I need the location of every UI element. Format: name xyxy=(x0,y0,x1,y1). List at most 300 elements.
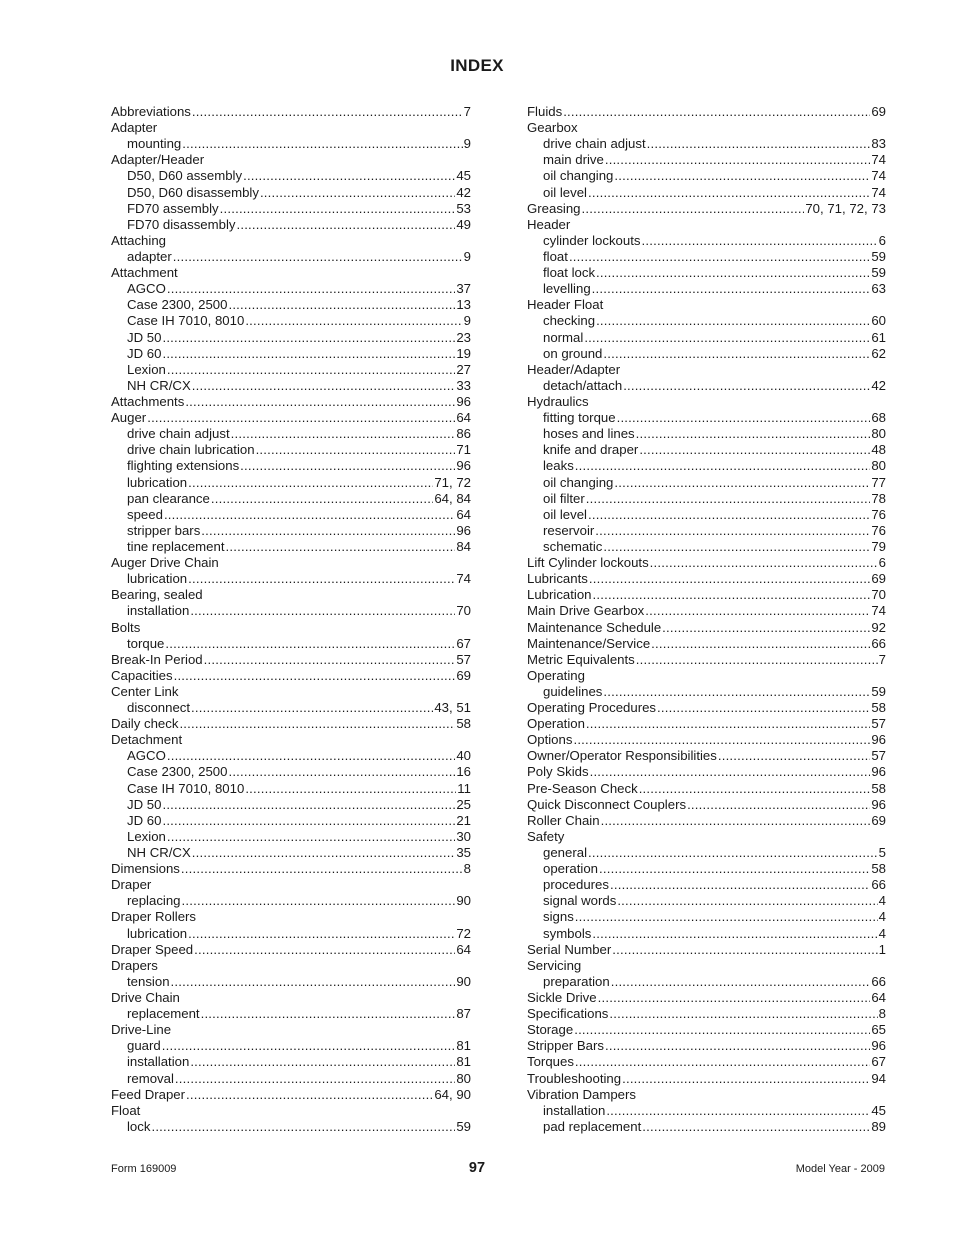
dot-leader xyxy=(610,877,870,893)
index-subentry xyxy=(527,168,886,184)
index-term: reservoir xyxy=(543,522,595,538)
index-entry xyxy=(527,813,886,829)
dot-leader xyxy=(171,974,456,990)
index-entry xyxy=(527,620,886,636)
index-heading: Center Link xyxy=(111,683,179,699)
dot-leader xyxy=(164,507,455,523)
index-page-ref: 66 xyxy=(871,973,886,989)
index-page-ref: 69 xyxy=(456,667,471,683)
index-subentry xyxy=(527,281,886,297)
index-page-ref: 4 xyxy=(878,893,886,909)
index-heading: Header xyxy=(527,216,571,232)
index-page-ref: 40 xyxy=(456,748,471,764)
index-entry xyxy=(111,394,471,410)
dot-leader xyxy=(603,539,870,555)
index-term: Auger xyxy=(111,410,147,426)
dot-leader xyxy=(636,426,871,442)
index-term: Metric Equivalents xyxy=(527,651,635,667)
dot-leader xyxy=(588,845,878,861)
index-page-ref: 49 xyxy=(456,216,471,232)
index-page-ref: 6 xyxy=(878,232,886,248)
dot-leader xyxy=(588,507,870,523)
index-entry xyxy=(527,217,886,233)
index-entry xyxy=(111,620,471,636)
index-term: Storage xyxy=(527,1022,574,1038)
index-term: AGCO xyxy=(127,281,166,297)
index-page-ref: 58 xyxy=(871,861,886,877)
index-entry xyxy=(527,1006,886,1022)
index-entry xyxy=(111,265,471,281)
index-term: signal words xyxy=(543,893,617,909)
dot-leader xyxy=(588,185,870,201)
index-page-ref: 83 xyxy=(871,136,886,152)
index-term: operation xyxy=(543,861,598,877)
index-term: Operation xyxy=(527,716,585,732)
index-subentry xyxy=(111,136,471,152)
index-term: fitting torque xyxy=(543,410,616,426)
index-page-ref: 21 xyxy=(456,812,471,828)
index-subentry xyxy=(111,475,471,491)
index-term: JD 50 xyxy=(127,329,162,345)
index-term: oil level xyxy=(543,184,587,200)
index-page-ref: 90 xyxy=(456,893,471,909)
index-term: FD70 disassembly xyxy=(127,216,236,232)
dot-leader xyxy=(228,297,455,313)
index-page-ref: 65 xyxy=(871,1022,886,1038)
index-entry xyxy=(111,152,471,168)
index-page-ref: 81 xyxy=(456,1054,471,1070)
index-term: Lexion xyxy=(127,828,166,844)
index-entry xyxy=(111,555,471,571)
index-term: D50, D60 disassembly xyxy=(127,184,259,200)
dot-leader xyxy=(569,249,870,265)
index-term: Roller Chain xyxy=(527,812,600,828)
index-term: Serial Number xyxy=(527,941,612,957)
index-term: pan clearance xyxy=(127,490,210,506)
index-term: float xyxy=(543,248,568,264)
index-term: Options xyxy=(527,732,573,748)
index-subentry xyxy=(527,974,886,990)
index-subentry xyxy=(111,507,471,523)
index-page-ref: 11 xyxy=(457,780,471,796)
index-page-ref: 69 xyxy=(871,571,886,587)
index-page-ref: 8 xyxy=(878,1006,886,1022)
index-term: Maintenance/Service xyxy=(527,635,651,651)
index-page-ref: 86 xyxy=(456,426,471,442)
index-term: levelling xyxy=(543,281,591,297)
index-term: lubrication xyxy=(127,474,188,490)
index-term: Case IH 7010, 8010 xyxy=(127,780,245,796)
dot-leader xyxy=(612,942,877,958)
index-page-ref: 79 xyxy=(871,538,886,554)
index-page-ref: 74 xyxy=(871,152,886,168)
index-page-ref: 84 xyxy=(456,538,471,554)
index-page-ref: 77 xyxy=(871,474,886,490)
dot-leader xyxy=(606,1103,870,1119)
index-term: removal xyxy=(127,1070,174,1086)
index-entry xyxy=(111,942,471,958)
index-term: oil changing xyxy=(543,474,614,490)
index-page-ref: 96 xyxy=(871,764,886,780)
index-term: float lock xyxy=(543,265,596,281)
index-subentry xyxy=(111,523,471,539)
index-term: Operating Procedures xyxy=(527,700,657,716)
index-page-ref: 81 xyxy=(456,1038,471,1054)
index-term: symbols xyxy=(543,925,592,941)
index-entry xyxy=(527,1087,886,1103)
index-heading: Adapter/Header xyxy=(111,152,205,168)
dot-leader xyxy=(201,523,455,539)
index-entry xyxy=(527,201,886,217)
model-year: Model Year - 2009 xyxy=(795,1163,885,1175)
dot-leader xyxy=(211,491,433,507)
index-page-ref: 7 xyxy=(463,104,471,119)
index-term: leaks xyxy=(543,458,574,474)
index-subentry xyxy=(527,313,886,329)
index-subentry xyxy=(527,378,886,394)
index-page-ref: 69 xyxy=(871,812,886,828)
index-heading: Float xyxy=(111,1102,141,1118)
index-column-right xyxy=(527,104,886,1135)
index-entry xyxy=(527,652,886,668)
index-entry xyxy=(527,1054,886,1070)
index-term: checking xyxy=(543,313,596,329)
index-entry xyxy=(527,700,886,716)
index-subentry xyxy=(111,539,471,555)
index-subentry xyxy=(111,249,471,265)
dot-leader xyxy=(593,587,871,603)
index-page-ref: 89 xyxy=(871,1118,886,1134)
index-page-ref: 16 xyxy=(456,764,471,780)
index-term: detach/attach xyxy=(543,377,623,393)
index-entry xyxy=(111,877,471,893)
index-page-ref: 96 xyxy=(871,1038,886,1054)
index-term: FD70 assembly xyxy=(127,200,219,216)
index-term: drive chain adjust xyxy=(543,136,646,152)
index-page-ref: 78 xyxy=(871,490,886,506)
dot-leader xyxy=(167,281,455,297)
index-heading: Draper Rollers xyxy=(111,909,197,925)
dot-leader xyxy=(605,1038,870,1054)
dot-leader xyxy=(596,265,870,281)
index-entry xyxy=(527,1022,886,1038)
dot-leader xyxy=(181,861,463,877)
dot-leader xyxy=(584,330,870,346)
index-heading: Bolts xyxy=(111,619,141,635)
index-term: normal xyxy=(543,329,584,345)
index-entry xyxy=(111,1103,471,1119)
dot-leader xyxy=(596,313,870,329)
dot-leader xyxy=(167,362,455,378)
index-page-ref: 8 xyxy=(463,861,471,877)
dot-leader xyxy=(598,990,871,1006)
index-term: JD 60 xyxy=(127,812,162,828)
index-page-ref: 70 xyxy=(456,603,471,619)
index-page-ref: 64, 84 xyxy=(434,490,471,506)
index-term: Stripper Bars xyxy=(527,1038,604,1054)
index-page-ref: 67 xyxy=(456,635,471,651)
index-page-ref: 57 xyxy=(871,748,886,764)
index-term: oil changing xyxy=(543,168,614,184)
index-subentry xyxy=(111,1054,471,1070)
index-page-ref: 67 xyxy=(871,1054,886,1070)
index-entry xyxy=(527,362,886,378)
dot-leader xyxy=(260,185,455,201)
index-term: D50, D60 assembly xyxy=(127,168,243,184)
index-term: Lexion xyxy=(127,361,166,377)
index-subentry xyxy=(527,458,886,474)
index-term: mounting xyxy=(127,136,182,152)
index-heading: Vibration Dampers xyxy=(527,1086,636,1102)
dot-leader xyxy=(592,926,877,942)
index-subentry xyxy=(527,491,886,507)
index-entry xyxy=(527,394,886,410)
index-entry xyxy=(527,104,886,120)
index-subentry xyxy=(527,249,886,265)
index-page-ref: 48 xyxy=(871,442,886,458)
index-subentry xyxy=(527,265,886,281)
index-heading: Adapter xyxy=(111,120,158,136)
dot-leader xyxy=(162,797,455,813)
index-subentry xyxy=(527,426,886,442)
index-term: Greasing xyxy=(527,200,581,216)
index-entry xyxy=(111,909,471,925)
dot-leader xyxy=(245,781,456,797)
page-number: 97 xyxy=(468,1160,486,1176)
dot-leader xyxy=(236,217,455,233)
dot-leader xyxy=(586,491,871,507)
index-term: Lift Cylinder lockouts xyxy=(527,555,649,571)
index-subentry xyxy=(111,281,471,297)
index-page-ref: 96 xyxy=(456,522,471,538)
index-subentry xyxy=(527,152,886,168)
index-term: Capacities xyxy=(111,667,173,683)
dot-leader xyxy=(641,233,877,249)
dot-leader xyxy=(231,426,456,442)
index-term: installation xyxy=(127,603,190,619)
dot-leader xyxy=(188,926,455,942)
index-term: Abbreviations xyxy=(111,104,191,119)
index-term: disconnect xyxy=(127,700,191,716)
index-term: main drive xyxy=(543,152,604,168)
dot-leader xyxy=(662,620,870,636)
index-term: Quick Disconnect Couplers xyxy=(527,796,687,812)
index-subentry xyxy=(527,410,886,426)
index-page-ref: 27 xyxy=(456,361,471,377)
index-term: Sickle Drive xyxy=(527,990,597,1006)
index-page-ref: 80 xyxy=(871,458,886,474)
dot-leader xyxy=(718,748,870,764)
index-entry xyxy=(111,990,471,1006)
index-page-ref: 68 xyxy=(871,410,886,426)
index-heading: Drapers xyxy=(111,957,158,973)
index-subentry xyxy=(527,926,886,942)
index-subentry xyxy=(527,507,886,523)
index-term: Break-In Period xyxy=(111,651,203,667)
index-subentry xyxy=(527,330,886,346)
dot-leader xyxy=(192,104,463,120)
index-page-ref: 71, 72 xyxy=(434,474,471,490)
index-term: replacement xyxy=(127,1006,200,1022)
dot-leader xyxy=(188,475,433,491)
index-subentry xyxy=(527,136,886,152)
dot-leader xyxy=(603,684,870,700)
index-term: Lubricants xyxy=(527,571,588,587)
index-term: procedures xyxy=(543,877,609,893)
index-term: tine replacement xyxy=(127,538,225,554)
index-term: drive chain adjust xyxy=(127,426,230,442)
dot-leader xyxy=(639,442,870,458)
index-entry xyxy=(111,958,471,974)
dot-leader xyxy=(204,652,456,668)
index-term: guard xyxy=(127,1038,161,1054)
index-page-ref: 80 xyxy=(871,426,886,442)
index-term: lubrication xyxy=(127,571,188,587)
dot-leader xyxy=(645,603,870,619)
index-term: general xyxy=(543,845,587,861)
dot-leader xyxy=(622,1071,870,1087)
index-subentry xyxy=(527,684,886,700)
index-subentry xyxy=(111,378,471,394)
dot-leader xyxy=(599,861,870,877)
dot-leader xyxy=(575,1054,870,1070)
index-term: Troubleshooting xyxy=(527,1070,622,1086)
dot-leader xyxy=(563,104,870,120)
index-term: NH CR/CX xyxy=(127,845,191,861)
index-page-ref: 19 xyxy=(456,345,471,361)
index-page-ref: 57 xyxy=(871,716,886,732)
dot-leader xyxy=(186,1087,433,1103)
index-subentry xyxy=(111,974,471,990)
dot-leader xyxy=(605,152,870,168)
index-subentry xyxy=(111,458,471,474)
dot-leader xyxy=(162,1038,456,1054)
index-page-ref: 74 xyxy=(871,603,886,619)
index-page-ref: 63 xyxy=(871,281,886,297)
index-term: Lubrication xyxy=(527,587,592,603)
dot-leader xyxy=(192,378,456,394)
dot-leader xyxy=(642,1119,870,1135)
index-term: cylinder lockouts xyxy=(543,232,641,248)
index-page-ref: 62 xyxy=(871,345,886,361)
dot-leader xyxy=(687,797,870,813)
index-page-ref: 45 xyxy=(456,168,471,184)
index-subentry xyxy=(111,346,471,362)
index-entry xyxy=(527,1038,886,1054)
dot-leader xyxy=(582,201,805,217)
index-page-ref: 66 xyxy=(871,877,886,893)
index-term: Case 2300, 2500 xyxy=(127,764,228,780)
index-page-ref: 4 xyxy=(878,925,886,941)
index-term: Case IH 7010, 8010 xyxy=(127,313,245,329)
index-page-ref: 64 xyxy=(456,941,471,957)
index-page-ref: 5 xyxy=(878,845,886,861)
index-entry xyxy=(527,990,886,1006)
index-entry xyxy=(527,555,886,571)
dot-leader xyxy=(182,136,462,152)
index-term: Case 2300, 2500 xyxy=(127,297,228,313)
dot-leader xyxy=(609,1006,877,1022)
page-title: INDEX xyxy=(450,56,504,75)
index-term: Feed Draper xyxy=(111,1086,186,1102)
index-heading: Auger Drive Chain xyxy=(111,555,219,571)
index-entry xyxy=(527,797,886,813)
index-subentry xyxy=(111,603,471,619)
dot-leader xyxy=(192,845,456,861)
index-entry xyxy=(527,958,886,974)
dot-leader xyxy=(651,636,870,652)
index-term: Specifications xyxy=(527,1006,609,1022)
index-page-ref: 37 xyxy=(456,281,471,297)
index-heading: Detachment xyxy=(111,732,183,748)
index-term: replacing xyxy=(127,893,181,909)
index-page-ref: 69 xyxy=(871,104,886,119)
index-entry xyxy=(111,716,471,732)
index-term: installation xyxy=(543,1102,606,1118)
index-subentry xyxy=(111,491,471,507)
index-heading: Operating xyxy=(527,667,585,683)
index-page-ref: 94 xyxy=(871,1070,886,1086)
dot-leader xyxy=(174,668,456,684)
index-term: installation xyxy=(127,1054,190,1070)
index-entry xyxy=(527,781,886,797)
dot-leader xyxy=(636,652,878,668)
index-term: Dimensions xyxy=(111,861,180,877)
form-number: Form 169009 xyxy=(111,1163,177,1175)
index-page-ref: 61 xyxy=(871,329,886,345)
index-page-ref: 70 xyxy=(871,587,886,603)
dot-leader xyxy=(647,136,871,152)
index-subentry xyxy=(111,297,471,313)
index-subentry xyxy=(111,168,471,184)
index-term: JD 50 xyxy=(127,796,162,812)
index-subentry xyxy=(527,893,886,909)
index-page-ref: 42 xyxy=(456,184,471,200)
dot-leader xyxy=(243,168,455,184)
dot-leader xyxy=(603,346,870,362)
index-page-ref: 9 xyxy=(463,248,471,264)
index-subentry xyxy=(111,926,471,942)
index-page-ref: 58 xyxy=(871,780,886,796)
index-page-ref: 4 xyxy=(878,909,886,925)
dot-leader xyxy=(191,700,433,716)
index-term: lubrication xyxy=(127,925,188,941)
index-subentry xyxy=(111,829,471,845)
dot-leader xyxy=(185,394,455,410)
index-term: Fluids xyxy=(527,104,563,119)
index-page-ref: 57 xyxy=(456,651,471,667)
index-page-ref: 60 xyxy=(871,313,886,329)
index-entry xyxy=(527,1071,886,1087)
index-page-ref: 80 xyxy=(456,1070,471,1086)
index-heading: Safety xyxy=(527,828,565,844)
index-term: knife and draper xyxy=(543,442,639,458)
index-entry xyxy=(527,732,886,748)
index-page-ref: 74 xyxy=(871,184,886,200)
index-page-ref: 59 xyxy=(871,248,886,264)
index-entry xyxy=(111,120,471,136)
dot-leader xyxy=(167,748,455,764)
index-page-ref: 59 xyxy=(871,265,886,281)
index-entry xyxy=(111,1087,471,1103)
index-page-ref: 30 xyxy=(456,828,471,844)
index-subentry xyxy=(111,185,471,201)
index-subentry xyxy=(111,313,471,329)
dot-leader xyxy=(590,764,871,780)
index-subentry xyxy=(111,1006,471,1022)
dot-leader xyxy=(589,571,870,587)
index-page-ref: 64 xyxy=(871,990,886,1006)
